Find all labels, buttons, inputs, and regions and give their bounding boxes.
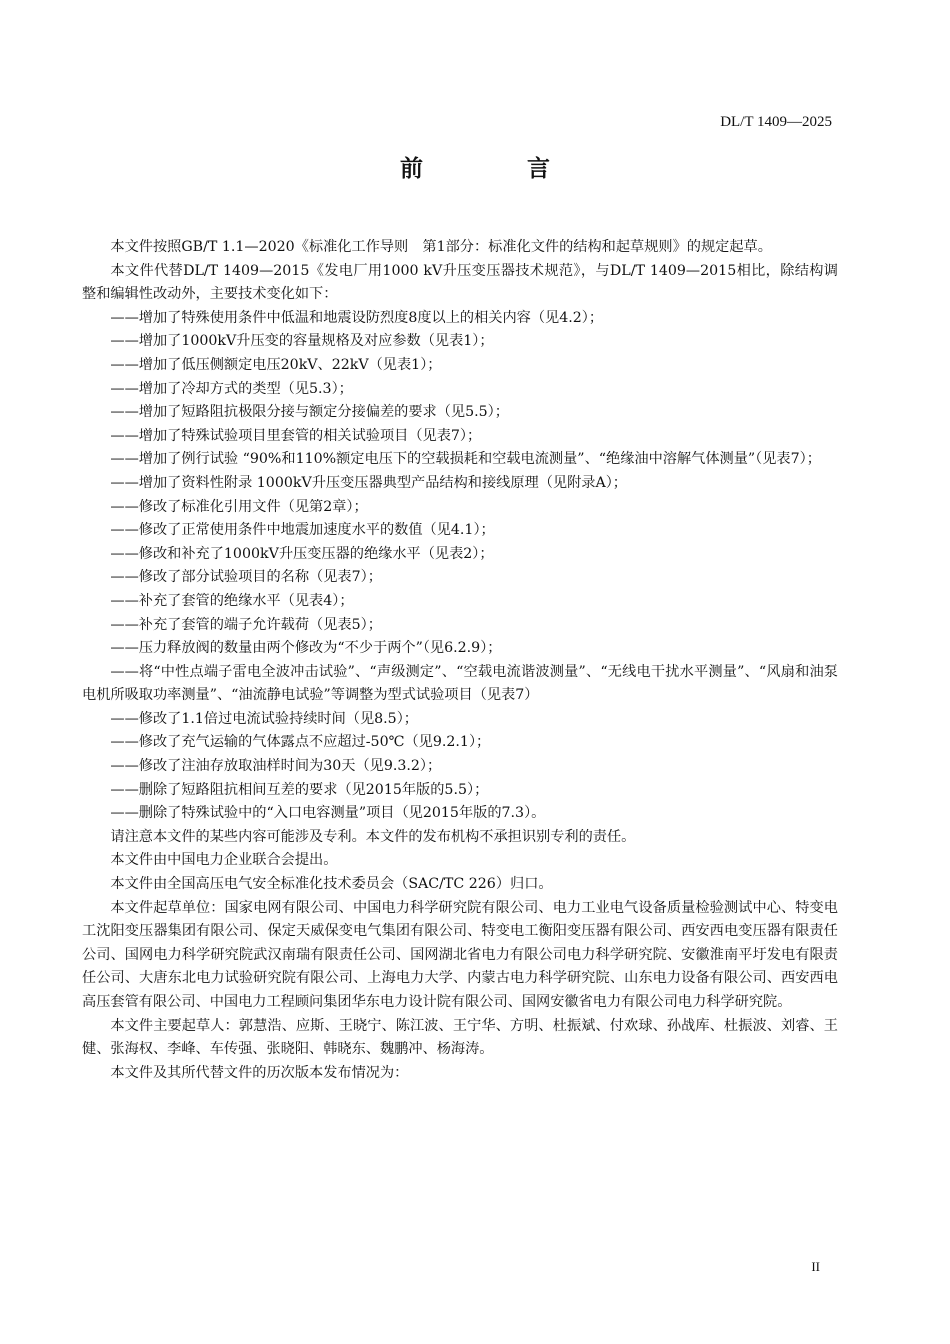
change-item: ——修改了1.1倍过电流试验持续时间（见8.5）；: [110, 710, 418, 727]
change-item: ——修改了充气运输的气体露点不应超过-50℃（见9.2.1）；: [110, 734, 491, 751]
change-item: ——增加了特殊试验项目里套管的相关试验项目（见表7）；: [110, 427, 482, 444]
change-item: ——压力释放阀的数量由两个修改为“不少于两个”（见6.2.9）；: [110, 640, 502, 657]
change-item: ——增加了1000kV升压变的容量规格及对应参数（见表1）；: [110, 333, 494, 350]
document-body: [82, 236, 838, 1085]
change-item: ——修改了正常使用条件中地震加速度水平的数值（见4.1）；: [110, 522, 495, 539]
change-item: ——删除了特殊试验中的“入口电容测量”项目（见2015年版的7.3）。: [110, 805, 546, 822]
paragraph: 本文件起草单位：国家电网有限公司、中国电力科学研究院有限公司、电力工业电气设备质量检验测试中心、特变电工沈阳变压器集团有限公司、保定天威保变电气集团有限公司、特变电工衡阳变压器有限公司、西安西电变压器有限责任公司、国网电力科学研究院武汉南瑞有限责任公司、国网湖北省电力有限公司电力科学研究院、安徽淮南平圩发电有限责任公司、大唐东北电力试验研究院有限公司、上海电力大学、内蒙古电力科学研究院、山东电力设备有限公司、西安西电高压套管有限公司、中国电力工程顾问集团华东电力设计院有限公司、国网安徽省电力有限公司电力科学研究院。: [82, 899, 838, 1010]
change-item: ——增加了低压侧额定电压20kV、22kV（见表1）；: [110, 356, 442, 373]
change-item: ——补充了套管的端子允许载荷（见表5）；: [110, 616, 382, 633]
document-code: DL/T 1409—2025: [720, 114, 832, 130]
change-item: ——修改和补充了1000kV升压变压器的绝缘水平（见表2）；: [110, 545, 494, 562]
change-item: ——修改了标准化引用文件（见第2章）；: [110, 498, 368, 515]
paragraph: 本文件及其所代替文件的历次版本发布情况为：: [110, 1064, 409, 1081]
paragraph: 本文件代替DL/T 1409—2015《发电厂用1000 kV升压变压器技术规范》，与DL/T 1409—2015相比，除结构调整和编辑性改动外，主要技术变化如下：: [82, 262, 838, 303]
change-item: ——删除了短路阻抗相间互差的要求（见2015年版的5.5）；: [110, 781, 489, 798]
change-item: ——增加了资料性附录 1000kV升压变压器典型产品结构和接线原理（见附录A）；: [110, 474, 627, 491]
paragraph: 本文件由中国电力企业联合会提出。: [110, 852, 338, 869]
change-item: ——增加了特殊使用条件中低温和地震设防烈度8度以上的相关内容（见4.2）；: [110, 309, 604, 326]
paragraph: 请注意本文件的某些内容可能涉及专利。本文件的发布机构不承担识别专利的责任。: [110, 828, 636, 845]
paragraph: 本文件按照GB/T 1.1—2020《标准化工作导则 第1部分：标准化文件的结构和起草规则》的规定起草。: [110, 239, 772, 255]
page-title: 前 言: [399, 156, 598, 182]
change-item: ——修改了注油存放取油样时间为30天（见9.3.2）；: [110, 758, 442, 775]
change-item: ——增加了冷却方式的类型（见5.3）；: [110, 380, 353, 397]
change-item: ——修改了部分试验项目的名称（见表7）；: [110, 569, 382, 586]
change-item: ——增加了例行试验 “90%和110%额定电压下的空载损耗和空载电流测量”、“绝缘油中溶解气体测量”（见表7）；: [110, 451, 821, 468]
page-number: II: [811, 1259, 820, 1274]
paragraph: 本文件主要起草人：郭慧浩、应斯、王晓宁、陈江波、王宁华、方明、杜振斌、付欢球、孙战库、杜振波、刘睿、王健、张海权、李峰、车传强、张晓阳、韩晓东、魏鹏冲、杨海涛。: [82, 1017, 838, 1058]
change-item: ——增加了短路阻抗极限分接与额定分接偏差的要求（见5.5）；: [110, 404, 509, 421]
change-item: ——补充了套管的绝缘水平（见表4）；: [110, 592, 354, 609]
change-item: ——将“中性点端子雷电全波冲击试验”、“声级测定”、“空载电流谐波测量”、“无线电干扰水平测量”、“风扇和油泵电机所吸取功率测量”、“油流静电试验”等调整为型式试验项目（见表7）: [82, 663, 838, 704]
paragraph: 本文件由全国高压电气安全标准化技术委员会（SAC/TC 226）归口。: [110, 876, 553, 893]
